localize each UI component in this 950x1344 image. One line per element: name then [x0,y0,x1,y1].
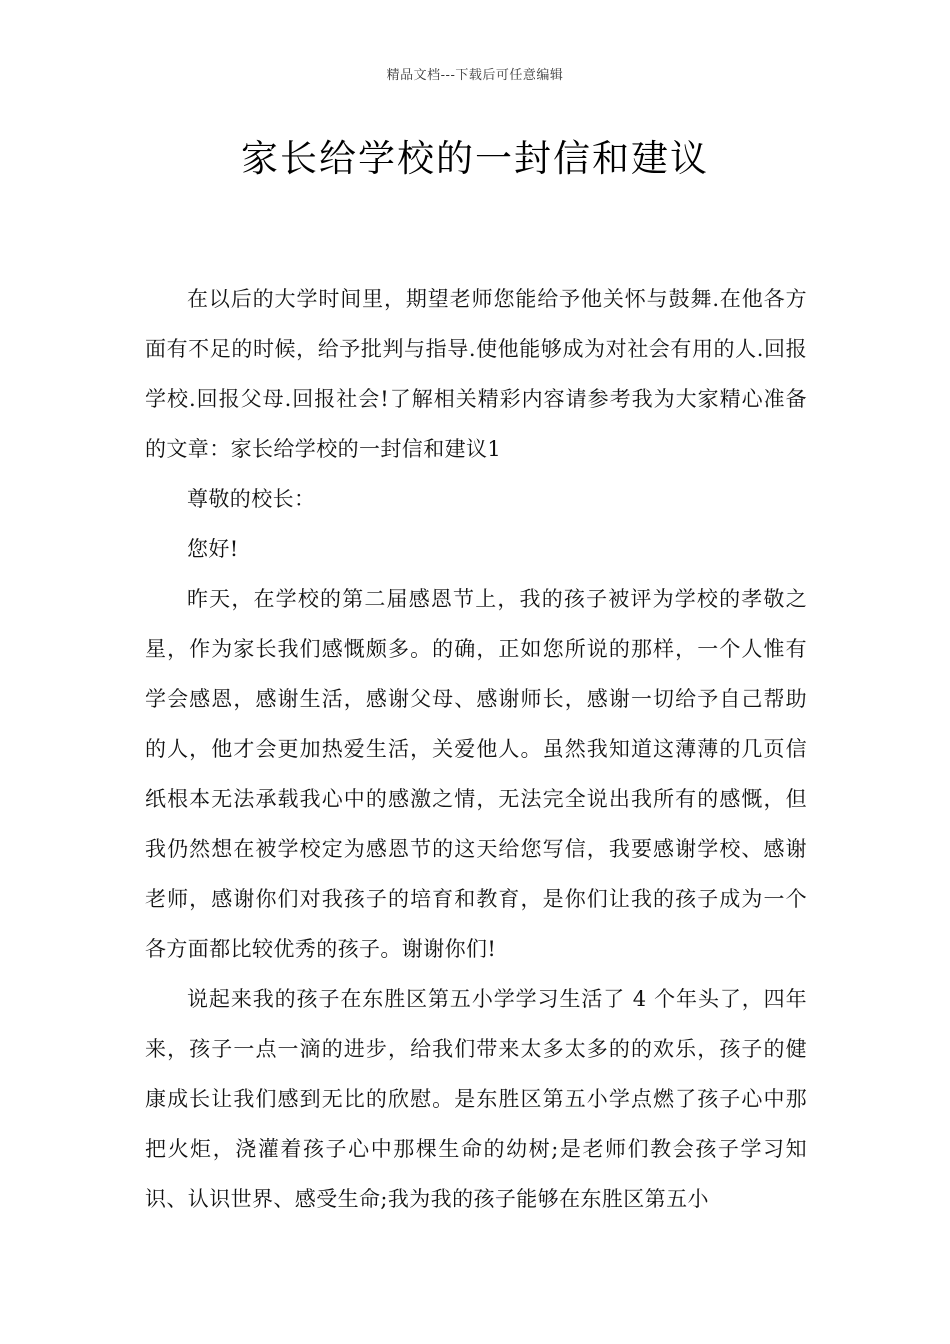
greeting: 您好! [187,537,239,561]
document-body [145,274,807,1224]
document-title: 家长给学校的一封信和建议 [241,137,709,180]
paragraph-intro: 在以后的大学时间里，期望老师您能给予他关怀与鼓舞.在他各方面有不足的时候，给予批判与指导.使他能够成为对社会有用的人.回报学校.回报父母.回报社会!了解相关精彩内容请参考我为大家精心准备的文章：家长给学校的一封信和建议1 [145,287,807,461]
paragraph-school-years: 说起来我的孩子在东胜区第五小学学习生活了 4 个年头了，四年来，孩子一点一滴的进步，给我们带来太多太多的的欢乐，孩子的健康成长让我们感到无比的欣慰。是东胜区第五小学点燃了孩子心中那把火炬，浇灌着孩子心中那棵生命的幼树;是老师们教会孩子学习知识、认识世界、感受生命;我为我的孩子能够在东胜区第五小 [145,987,807,1211]
salutation: 尊敬的校长： [187,487,316,511]
paragraph-gratitude: 昨天，在学校的第二届感恩节上，我的孩子被评为学校的孝敬之星，作为家长我们感慨颇多。的确，正如您所说的那样，一个人惟有学会感恩，感谢生活，感谢父母、感谢师长，感谢一切给予自己帮助的人，他才会更加热爱生活，关爱他人。虽然我知道这薄薄的几页信纸根本无法承载我心中的感激之情，无法完全说出我所有的感慨，但我仍然想在被学校定为感恩节的这天给您写信，我要感谢学校、感谢老师，感谢你们对我孩子的培育和教育，是你们让我的孩子成为一个各方面都比较优秀的孩子。谢谢你们! [145,587,807,961]
header-note: 精品文档---下载后可任意编辑 [386,68,564,83]
